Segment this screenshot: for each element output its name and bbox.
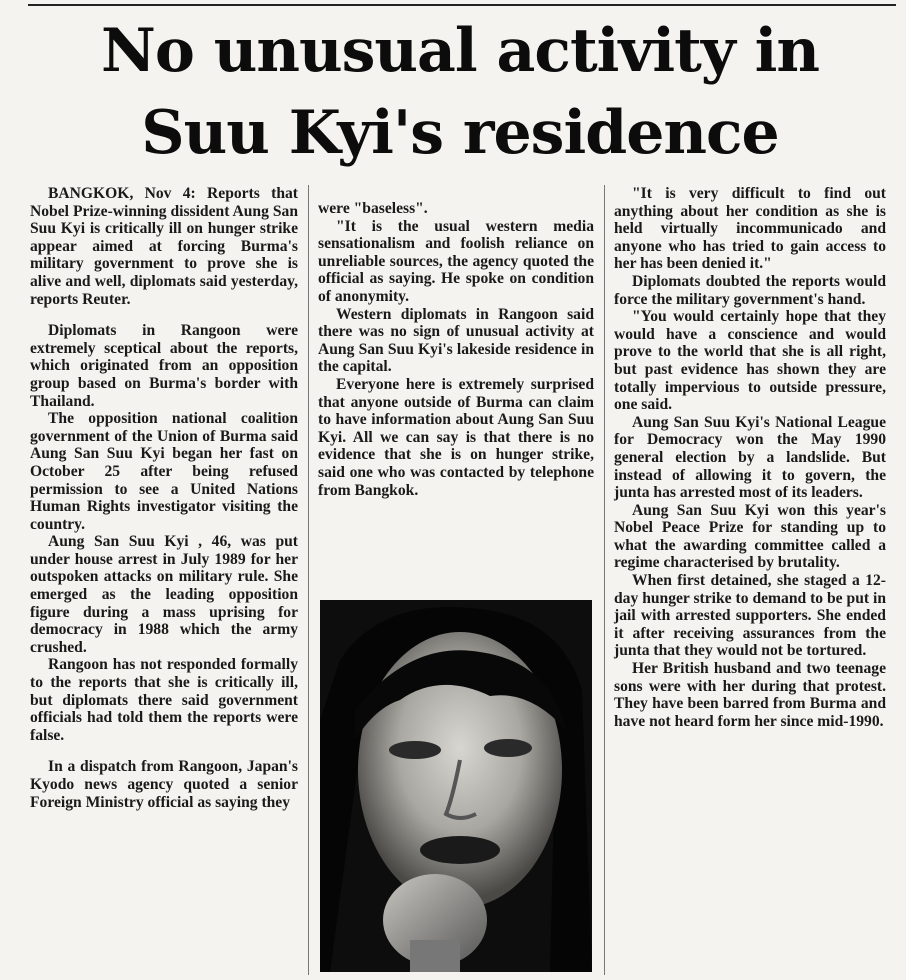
paragraph: "It is the usual western media sensationalism and foolish reliance on unreliable sources, the agency quoted the official as saying. He spoke on condition of anonymity. xyxy=(318,217,594,305)
paragraph: Everyone here is extremely surprised that anyone outside of Burma can claim to have information about Aung San Suu Kyi. All we can say is that there is no evidence that she is on hunger strike, said one who was contacted by telephone from Bangkok. xyxy=(318,375,594,499)
paragraph: When first detained, she staged a 12-day hunger strike to demand to be put in jail with arrested supporters. She ended it after receiving assurances from the junta that they would not be tortured. xyxy=(614,572,886,660)
paragraph: Her British husband and two teenage sons were with her during that protest. They have been barred from Burma and have not heard form her since mid-1990. xyxy=(614,660,886,730)
article-column-2 xyxy=(318,200,594,499)
paragraph: "You would certainly hope that they would have a conscience and would prove to the world that she is all right, but past evidence has shown they are totally impervious to outside pressure, one said. xyxy=(614,308,886,414)
headline-line-2: Suu Kyi's residence xyxy=(141,98,779,168)
paragraph: Diplomats doubted the reports would force the military government's hand. xyxy=(614,272,886,308)
paragraph: "It is very difficult to find out anything about her condition as she is held virtually incommunicado and anyone who has tried to gain access to her has been denied it." xyxy=(614,185,886,273)
paragraph: Rangoon has not responded formally to the reports that she is critically ill, but diplomats there said government officials had told them the reports were false. xyxy=(30,656,298,744)
portrait-photo xyxy=(320,600,592,972)
column-divider xyxy=(604,185,605,975)
paragraph: Aung San Suu Kyi , 46, was put under house arrest in July 1989 for her outspoken attacks on military rule. She emerged as the leading opposition figure during a mass uprising for democracy in 1988 which the army crushed. xyxy=(30,533,298,656)
paragraph: were "baseless". xyxy=(318,200,428,217)
paragraph: Aung San Suu Kyi's National League for Democracy won the May 1990 general election by a landslide. But instead of allowing it to govern, the junta has arrested most of its leaders. xyxy=(614,413,886,502)
paragraph: Aung San Suu Kyi won this year's Nobel Peace Prize for standing up to what the awarding committee called a regime characterised by brutality. xyxy=(614,501,886,572)
paragraph: Diplomats in Rangoon were extremely sceptical about the reports, which originated from an opposition group based on Burma's border with Thailand. xyxy=(30,322,298,410)
article-column-1 xyxy=(30,185,298,811)
headline xyxy=(30,10,890,174)
paragraph: The opposition national coalition government of the Union of Burma said Aung San Suu Kyi began her fast on October 25 after being refused permission to see a United Nations Human Rights investigator visiting the country. xyxy=(30,410,298,533)
top-rule xyxy=(28,4,896,6)
paragraph: Western diplomats in Rangoon said there was no sign of unusual activity at Aung San Suu Kyi's lakeside residence in the capital. xyxy=(318,305,594,376)
paragraph: In a dispatch from Rangoon, Japan's Kyodo news agency quoted a senior Foreign Ministry official as saying they xyxy=(30,758,298,811)
paragraph: BANGKOK, Nov 4: Reports that Nobel Prize-winning dissident Aung San Suu Kyi is critically ill on hunger strike appear aimed at forcing Burma's military government to prove she is alive and well, diplomats said yesterday, reports Reuter. xyxy=(30,185,298,308)
headline-line-1: No unusual activity in xyxy=(100,16,820,86)
article-column-3 xyxy=(614,185,886,730)
column-divider xyxy=(308,185,309,975)
